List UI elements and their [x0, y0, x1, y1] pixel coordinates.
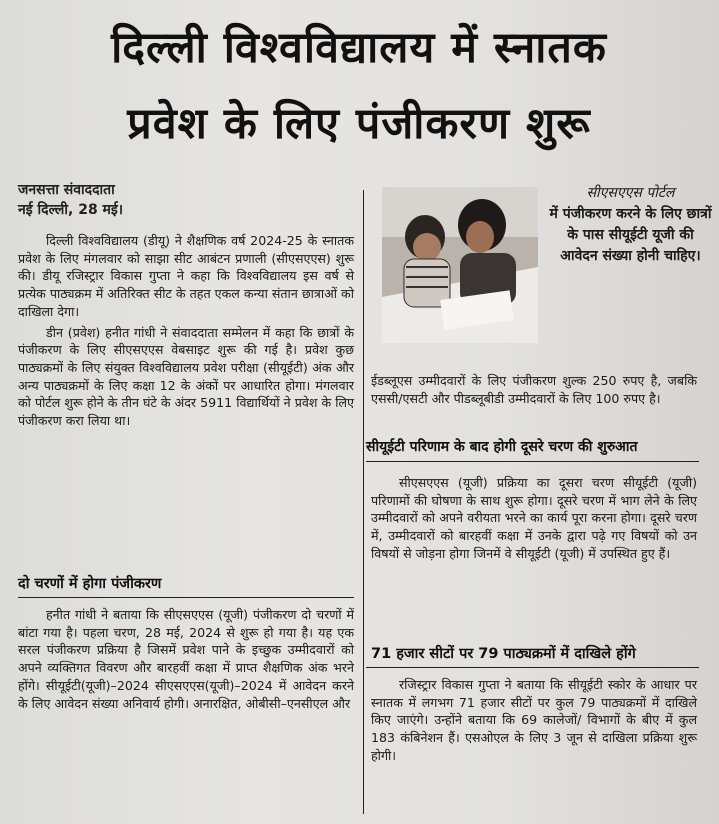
- students-photo-illustration: [382, 187, 538, 343]
- subhead-rule: [366, 461, 699, 462]
- caption-lead: सीएसएएस पोर्टल: [586, 185, 675, 201]
- article-photo: [382, 187, 538, 343]
- right-column-middle: [371, 474, 697, 566]
- caption-text: में पंजीकरण करने के लिए छात्रों के पास सीयूईटी यूजी की आवेदन संख्या होनी चाहिए।: [549, 206, 712, 264]
- headline-line-1: दिल्ली विश्वविद्यालय में स्नातक: [111, 23, 607, 73]
- headline: [14, 10, 704, 162]
- headline-line-2: प्रवेश के लिए पंजीकरण शुरू: [127, 99, 591, 149]
- right-column-bottom: [371, 676, 697, 768]
- article-paragraph: सीएसएएस (यूजी) प्रक्रिया का दूसरा चरण सीयूईटी (यूजी) परिणामों की घोषणा के साथ शुरू होगा। दूसरे चरण में भाग लेने के लिए उम्मीदवारों को अपने वरीयता भरने का कार्य पूरा करना होगा। दूसरे चरण में, उम्मीदवारों को बारहवीं कक्षा में उनके द्वारा पढ़े गए विषयों को उन विषयों से जोड़ना होगा जिनमें वे सीयूईटी (यूजी) में उपस्थित हुए हैं।: [371, 475, 697, 561]
- column-divider: [363, 190, 364, 814]
- article-paragraph: दिल्ली विश्वविद्यालय (डीयू) ने शैक्षणिक वर्ष 2024-25 के स्नातक प्रवेश के लिए मंगलवार को साझा सीट आबंटन प्रणाली (सीएसएएस) शुरू की। डीयू रजिस्ट्रार विकास गुप्ता ने कहा कि विश्वविद्यालय इस वर्ष से प्रत्येक पाठ्यक्रम में अतिरिक्त सीट के तहत एकल कन्या संतान छात्राओं को दाखिला देगा।: [18, 233, 354, 319]
- article-paragraph: हनीत गांधी ने बताया कि सीएसएएस (यूजी) पंजीकरण दो चरणों में बांटा गया है। पहला चरण, 28 मई, 2024 से शुरू हो गया है। यह एक सरल पंजीकरण प्रक्रिया है जिसमें प्रवेश पाने के इच्छुक उम्मीदवारों को अपने व्यक्तिगत विवरण और बारहवीं कक्षा में प्राप्त शैक्षणिक अंक भरने होंगे। सीयूईटी(यूजी)–2024 सीएसएएस(यूजी)–2024 में आवेदन करने के लिए आवेदन संख्या अनिवार्य होगी। अनारक्षित, ओबीसी–एनसीएल और: [18, 607, 354, 711]
- subhead-seats: 71 हजार सीटों पर 79 पाठ्यक्रमों में दाखिले होंगे: [371, 646, 636, 662]
- photo-caption: [548, 183, 713, 267]
- byline: [18, 180, 123, 220]
- left-column-top: [18, 232, 354, 433]
- subhead-rule: [18, 597, 354, 598]
- left-column-bottom: [18, 606, 354, 715]
- byline-dateline: नई दिल्ली, 28 मई।: [18, 202, 124, 218]
- subhead-second-phase: सीयूईटी परिणाम के बाद होगी दूसरे चरण की शुरुआत: [366, 439, 638, 455]
- subhead-two-phases: दो चरणों में होगा पंजीकरण: [18, 576, 162, 592]
- right-column-continuation: [371, 372, 697, 410]
- article-paragraph: डीन (प्रवेश) हनीत गांधी ने संवाददाता सम्मेलन में कहा कि छात्रों के पंजीकरण के लिए सीएसएएस वेबसाइट शुरू की गई है। प्रवेश कुछ पाठ्यक्रमों के लिए संयुक्त विश्वविद्यालय प्रवेश परीक्षा (सीयूईटी) अंक और अन्य पाठ्यक्रमों के लिए कक्षा 12 के अंकों पर आधारित होगा। मंगलवार को पोर्टल शुरू होने के तीन घंटे के अंदर 5911 विद्यार्थियों ने प्रवेश के लिए पंजीकरण करा लिया था।: [18, 324, 354, 429]
- article-paragraph: ईडब्लूएस उम्मीदवारों के लिए पंजीकरण शुल्क 250 रुपए है, जबकि एससी/एसटी और पीडब्लूबीडी उम्मीदवारों के लिए 100 रुपए है।: [371, 373, 697, 406]
- subhead-rule: [366, 667, 699, 668]
- byline-agency: जनसत्ता संवाददाता: [18, 182, 115, 198]
- article-paragraph: रजिस्ट्रार विकास गुप्ता ने बताया कि सीयूईटी स्कोर के आधार पर स्नातक में लगभग 71 हजार सीटों पर कुल 79 पाठ्यक्रमों में दाखिले किए जाएंगे। उन्होंने बताया कि 69 कालेजों/ विभागों के बीए में कुल 183 कंबिनेशन हैं। एसओएल के लिए 3 जून से दाखिला प्रक्रिया शुरू होगी।: [371, 677, 697, 763]
